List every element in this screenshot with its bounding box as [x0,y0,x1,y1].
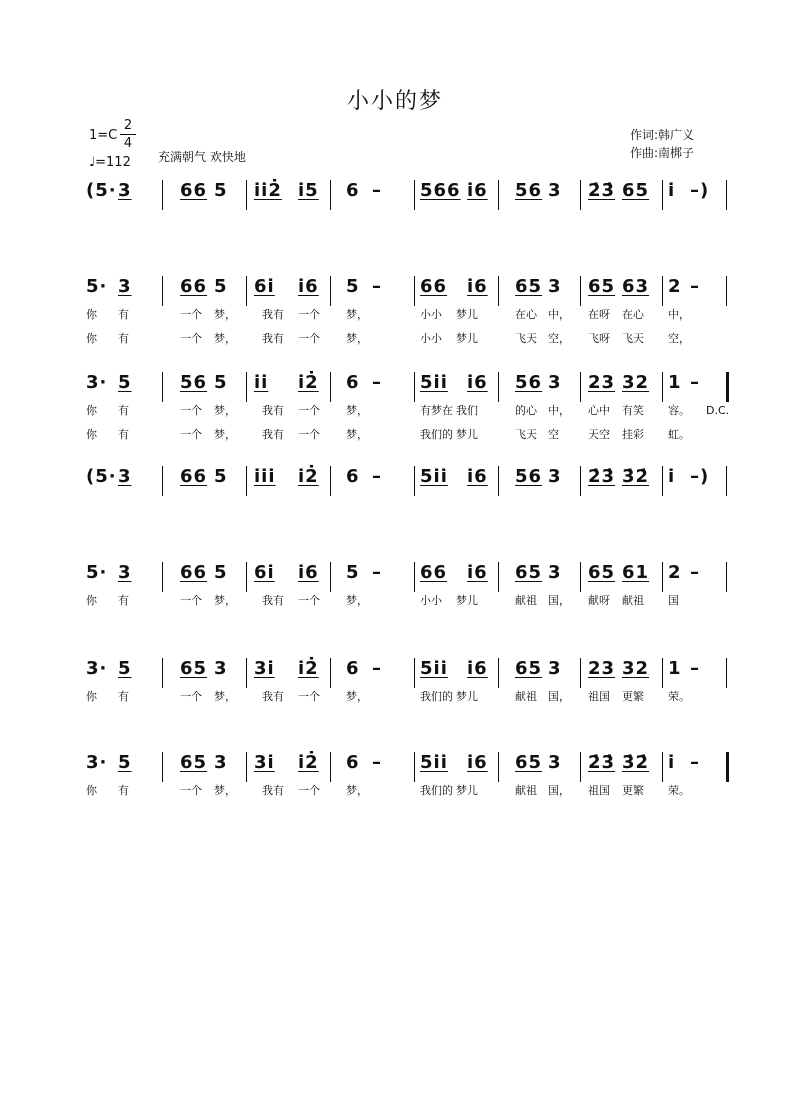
lyric-syllable: 小小 [420,594,442,607]
note-group: 5 [118,658,132,679]
note-group: 65 [515,562,543,583]
bar-line [414,562,415,592]
note-group: i̇2̇ [298,466,319,487]
page-title: 小小的梦 [346,89,443,114]
note-group: 5 [214,276,228,297]
lyric-syllable: 空 [548,428,559,441]
note-group: 5 [214,562,228,583]
lyric-syllable: 我有 [262,690,284,703]
note-group: – [372,466,382,487]
bar-line [498,372,499,402]
note-group: 6 [346,466,360,487]
lyric-syllable: 一个 [180,332,202,345]
bar-line [662,658,663,688]
lyric-syllable: 有笑 [622,404,644,417]
lyric-syllable: 中， [548,404,570,417]
time-signature-divider [120,134,136,135]
bar-line [414,658,415,688]
lyric-syllable: 小小 [420,332,442,345]
lyric-syllable: 挂彩 [622,428,644,441]
lyric-syllable: 我们的 [420,784,453,797]
bar-line [414,372,415,402]
bar-line [246,658,247,688]
note-group: – [372,180,382,201]
score-row [0,276,790,346]
note-group: i̇i̇i̇ [254,466,276,487]
note-group: i̇ [668,466,676,487]
lyric-syllable: 一个 [298,428,320,441]
note-group: 66 [180,562,208,583]
bar-line [726,752,729,782]
bar-line [580,180,581,210]
lyric-syllable: 一个 [298,332,320,345]
bar-line [662,466,663,496]
score-row [0,562,790,632]
lyric-syllable: 飞天 [515,332,537,345]
note-group: – [690,276,700,297]
note-group: 3· [86,752,108,773]
note-group: i̇ [668,752,676,773]
lyric-syllable: 梦， [214,784,236,797]
lyric-syllable: 在心 [622,308,644,321]
lyric-syllable: 国， [548,784,570,797]
lyric-syllable: 梦， [214,428,236,441]
bar-line [726,276,727,306]
note-group: i̇6 [467,658,488,679]
bar-line [498,658,499,688]
lyric-syllable: 有 [118,784,129,797]
note-group: 66 [180,466,208,487]
note-group: – [372,372,382,393]
lyric-syllable: 梦， [346,428,368,441]
lyric-syllable: 你 [86,784,97,797]
note-group: 56 [515,372,543,393]
lyric-syllable: 有 [118,404,129,417]
lyric-syllable: 一个 [180,404,202,417]
note-group: 6 [346,658,360,679]
bar-line [726,372,729,402]
bar-line [330,276,331,306]
bar-line [162,372,163,402]
lyric-syllable: 梦， [346,690,368,703]
bar-line [498,276,499,306]
note-group: 65 [180,752,208,773]
note-group: 63 [622,276,650,297]
note-group: i̇i̇2̇ [254,180,282,201]
bar-line [246,752,247,782]
lyric-syllable: 梦， [346,594,368,607]
lyric-syllable: 国， [548,594,570,607]
note-group: –) [690,180,710,201]
bar-line [162,562,163,592]
lyric-syllable: 一个 [298,308,320,321]
note-group: 65 [515,752,543,773]
lyric-syllable: 祖国 [588,784,610,797]
note-group: 61 [622,562,650,583]
bar-line [162,658,163,688]
bar-line [726,466,727,496]
lyric-syllable: 国 [668,594,679,607]
note-group: 5 [214,466,228,487]
bar-line [498,752,499,782]
lyric-syllable: 我有 [262,308,284,321]
lyric-syllable: 荣。 [668,784,690,797]
note-group: 3 [548,658,562,679]
lyric-syllable: 梦儿 [456,308,478,321]
note-group: 3̇2̇ [622,752,650,773]
note-group: 32 [622,372,650,393]
lyric-syllable: 一个 [180,784,202,797]
note-group: 5 [118,752,132,773]
note-group: 3· [86,658,108,679]
time-signature [120,118,136,151]
lyric-syllable: 梦， [214,594,236,607]
note-group: 5 [346,276,360,297]
note-group: 66 [180,180,208,201]
lyric-syllable: 献祖 [622,594,644,607]
note-group: 3 [118,180,132,201]
lyric-syllable: 你 [86,308,97,321]
note-group: i̇6 [298,562,319,583]
lyric-syllable: 献祖 [515,690,537,703]
lyric-syllable: 在呀 [588,308,610,321]
bar-line [726,180,727,210]
composer: 作曲:南梆子 [630,146,695,160]
note-group: 2 [668,562,682,583]
note-group: 65 [180,658,208,679]
lyric-syllable: 空， [668,332,690,345]
lyric-syllable: 一个 [298,784,320,797]
lyricist: 作词:韩广义 [630,128,695,142]
note-group: i̇i̇ [254,372,269,393]
note-group: 3 [214,752,228,773]
lyric-syllable: 一个 [298,690,320,703]
note-group: – [690,562,700,583]
note-group: (5· [86,466,117,487]
bar-line [246,180,247,210]
lyric-syllable: 梦儿 [456,594,478,607]
note-group: 6 [346,372,360,393]
lyric-syllable: 心中 [588,404,610,417]
score-row [0,180,790,250]
lyric-syllable: 飞天 [515,428,537,441]
note-group: 3 [118,466,132,487]
lyric-syllable: 一个 [180,594,202,607]
note-group: 3· [86,372,108,393]
lyric-syllable: 一个 [180,428,202,441]
bar-line [498,466,499,496]
note-group: 56 [515,180,543,201]
score-row [0,752,790,822]
bar-line [162,180,163,210]
note-group: 56 [180,372,208,393]
lyric-syllable: 梦， [214,308,236,321]
note-group: 65 [515,658,543,679]
lyric-syllable: 一个 [180,308,202,321]
note-group: i̇6 [467,276,488,297]
lyric-syllable: 梦， [346,784,368,797]
note-group: 3 [548,752,562,773]
note-group: 5· [86,276,108,297]
note-group: 1 [668,372,682,393]
lyric-syllable: 我有 [262,784,284,797]
note-group: 2̇3̇ [588,466,616,487]
bar-line [330,658,331,688]
note-group: 1 [668,658,682,679]
note-group: – [690,372,700,393]
note-group: i̇6 [467,372,488,393]
lyric-syllable: 梦儿 [456,428,478,441]
bar-line [246,276,247,306]
bar-line [726,562,727,592]
lyric-syllable: 梦， [346,404,368,417]
lyric-syllable: 有 [118,594,129,607]
note-group: i̇5 [298,180,319,201]
lyric-syllable: 在心 [515,308,537,321]
note-group: 5i̇i̇ [420,658,448,679]
note-group: –) [690,466,710,487]
lyric-syllable: 有 [118,308,129,321]
note-group: 32 [622,658,650,679]
bar-line [246,562,247,592]
bar-line [162,466,163,496]
note-group: i̇2̇ [298,658,319,679]
bar-line [580,276,581,306]
note-group: i̇2̇ [298,752,319,773]
bar-line [580,562,581,592]
note-group: 5i̇i̇ [420,372,448,393]
note-group: 5 [346,562,360,583]
lyric-syllable: 献祖 [515,784,537,797]
lyric-syllable: 我有 [262,594,284,607]
lyric-syllable: 梦， [346,332,368,345]
bar-line [246,466,247,496]
note-group: 3 [118,276,132,297]
note-group: – [372,752,382,773]
lyric-syllable: 献呀 [588,594,610,607]
lyric-syllable: 梦儿 [456,332,478,345]
lyric-syllable: 国， [548,690,570,703]
note-group: 65 [588,276,616,297]
note-group: i̇6 [467,180,488,201]
note-group: 66 [180,276,208,297]
lyric-syllable: 梦， [214,404,236,417]
bar-line [162,752,163,782]
lyric-syllable: 祖国 [588,690,610,703]
note-group: 23 [588,658,616,679]
bar-line [726,658,727,688]
time-signature-bottom: 4 [123,136,133,151]
note-group: 2 [668,276,682,297]
note-group: – [372,658,382,679]
bar-line [330,372,331,402]
lyric-syllable: 梦儿 [456,784,478,797]
note-group: 5 [118,372,132,393]
bar-line [580,466,581,496]
lyric-syllable: 梦， [214,690,236,703]
lyric-syllable: 献祖 [515,594,537,607]
lyric-syllable: 飞呀 [588,332,610,345]
bar-line [414,180,415,210]
note-group: – [372,562,382,583]
lyric-syllable: 我们的 [420,690,453,703]
bar-line [580,658,581,688]
note-group: i̇ [668,180,676,201]
note-group: i̇6 [467,562,488,583]
note-group: 65 [622,180,650,201]
note-group: 66 [420,562,448,583]
lyric-syllable: 的心 [515,404,537,417]
lyric-syllable: 一个 [298,594,320,607]
lyric-syllable: 有 [118,332,129,345]
lyric-syllable: 你 [86,404,97,417]
lyric-syllable: 梦， [214,332,236,345]
note-group: 5i̇i̇ [420,466,448,487]
score-row [0,658,790,728]
note-group: 2̇3̇ [588,752,616,773]
bar-line [662,180,663,210]
note-group: 2̇3̇ [588,180,616,201]
note-group: 3i̇ [254,658,275,679]
lyric-syllable: 你 [86,332,97,345]
lyric-syllable: 我有 [262,332,284,345]
note-group: 5 [214,372,228,393]
key-signature: 1=C [89,128,118,143]
note-group: i̇6 [467,466,488,487]
note-group: 5i̇i̇ [420,752,448,773]
note-group: 5· [86,562,108,583]
note-group: 5 [214,180,228,201]
bar-line [414,752,415,782]
lyric-syllable: 容。 [668,404,690,417]
lyric-syllable: 有梦在 [420,404,453,417]
bar-line [330,466,331,496]
note-group: 6i̇ [254,562,275,583]
bar-line [414,466,415,496]
bar-line [662,752,663,782]
note-group: i̇6 [467,752,488,773]
note-group: (5· [86,180,117,201]
lyric-syllable: 我有 [262,428,284,441]
bar-line [662,562,663,592]
note-group: 6 [346,180,360,201]
note-group: i̇6 [298,276,319,297]
lyric-syllable: 有 [118,428,129,441]
expression-marking: 充满朝气 欢快地 [158,150,246,164]
bar-line [580,752,581,782]
bar-line [662,276,663,306]
bar-line [330,180,331,210]
lyric-syllable: 我们的 [420,428,453,441]
lyric-syllable: 你 [86,690,97,703]
lyric-syllable: 中， [668,308,690,321]
note-group: 3̇2̇ [622,466,650,487]
bar-line [580,372,581,402]
bar-line [246,372,247,402]
note-group: 3 [548,372,562,393]
note-group: 66 [420,276,448,297]
bar-line [414,276,415,306]
credits [630,126,694,162]
lyric-syllable: 你 [86,428,97,441]
bar-line [330,562,331,592]
score-row [0,466,790,536]
lyric-syllable: 我们 [456,404,478,417]
bar-line [498,562,499,592]
note-group: i̇2̇ [298,372,319,393]
lyric-syllable: 有 [118,690,129,703]
lyric-syllable: 你 [86,594,97,607]
bar-line [330,752,331,782]
note-group: 3 [118,562,132,583]
note-group: 566 [420,180,461,201]
note-group: – [690,752,700,773]
note-group: 3 [548,276,562,297]
lyric-syllable: 梦， [346,308,368,321]
lyric-syllable: 一个 [298,404,320,417]
bar-line [498,180,499,210]
note-group: 23 [588,372,616,393]
lyric-syllable: 更繁 [622,690,644,703]
note-group: 65 [515,276,543,297]
note-group: 6 [346,752,360,773]
note-group: 3 [214,658,228,679]
lyric-syllable: 飞天 [622,332,644,345]
note-group: 56 [515,466,543,487]
note-group: 3 [548,562,562,583]
bar-line [162,276,163,306]
note-group: 3 [548,466,562,487]
lyric-syllable: 一个 [180,690,202,703]
lyric-syllable: 梦儿 [456,690,478,703]
lyric-syllable: 荣。 [668,690,690,703]
lyric-syllable: 天空 [588,428,610,441]
bar-line [662,372,663,402]
lyric-syllable: 我有 [262,404,284,417]
lyric-syllable: 小小 [420,308,442,321]
tempo-marking: ♩=112 [89,155,131,170]
lyric-syllable: 虹。 [668,428,690,441]
note-group: 3 [548,180,562,201]
time-signature-top: 2 [123,118,133,133]
note-group: 65 [588,562,616,583]
lyric-syllable: 空， [548,332,570,345]
note-group: 6i̇ [254,276,275,297]
note-group: – [372,276,382,297]
lyric-syllable: 更繁 [622,784,644,797]
score-row [0,372,790,442]
note-group: – [690,658,700,679]
lyric-syllable: 中， [548,308,570,321]
note-group: 3i̇ [254,752,275,773]
da-capo-marking: D.C. [706,404,730,417]
